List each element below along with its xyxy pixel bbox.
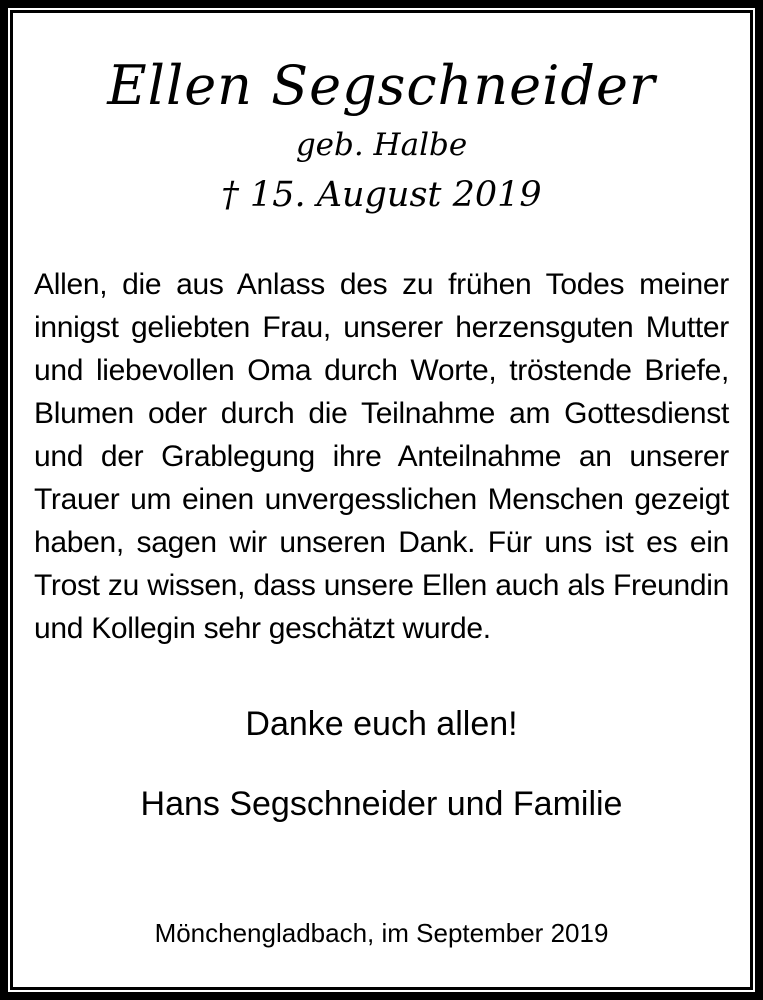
maiden-name: geb. Halbe xyxy=(295,127,468,163)
deceased-name: Ellen Segschneider xyxy=(107,54,656,117)
obituary-inner-frame xyxy=(10,10,753,990)
family-signature: Hans Segschneider und Familie xyxy=(140,785,623,823)
death-date: † 15. August 2019 xyxy=(221,175,542,215)
obituary-header xyxy=(13,13,750,217)
thanks-line: Danke euch allen! xyxy=(245,705,518,743)
thank-you-paragraph: Allen, die aus Anlass des zu frühen Todes meiner innigst geliebten Frau, unserer herzensguten Mutter und liebevollen Oma durch Worte, tröstende Briefe, Blumen oder durch die Teilnahme am Gottesdienst und der Grablegung ihre Anteilnahme an unserer Trauer um einen unvergesslichen Menschen gezeigt haben, sagen wir unseren Dank. Für uns ist es ein Trost zu wissen, dass unsere Ellen auch als Freundin und Kollegin sehr geschätzt wurde. xyxy=(34,268,729,645)
place-and-date: Mönchengladbach, im September 2019 xyxy=(154,918,609,948)
